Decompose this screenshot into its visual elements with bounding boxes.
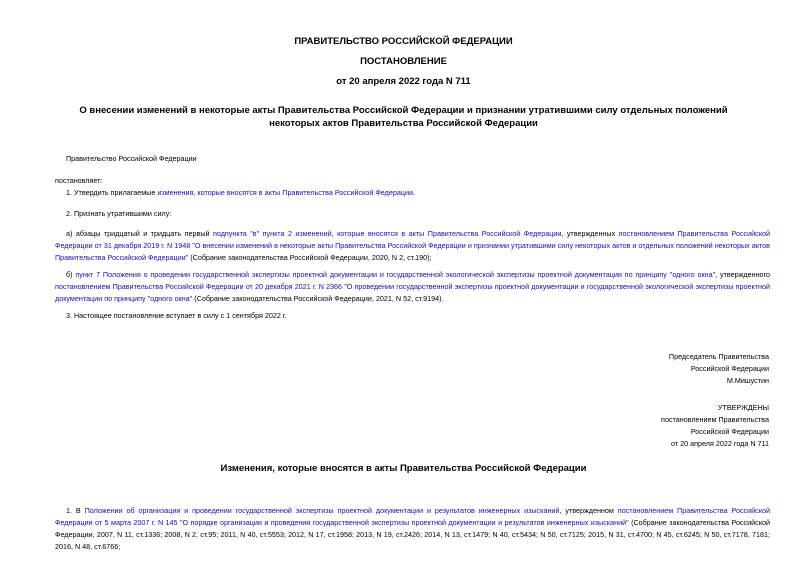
decree-145-link[interactable]: постановлением Правительства Российской Федерации от 5 марта 2007 г. N 145 "О порядке организации и проведения государственной экспертизы проектной документации и результатов инженерных изысканий"	[55, 506, 770, 527]
decree-1948-link[interactable]: постановлением Правительства Российской Федерации от 31 декабря 2019 г. N 1948 "О внесении изменений в некоторые акты Правительства Российской Федерации и признании утратившими силу некоторых актов и отдельных положений некоторых актов Правительства Российской Федерации"	[55, 229, 771, 262]
p1-suffix: .	[412, 188, 415, 197]
approved-line-2: постановлением Правительства	[661, 415, 769, 424]
signature-title: Председатель Правительства	[668, 352, 769, 361]
signature-country: Российской Федерации	[690, 364, 769, 373]
pb-mid: , утвержденного	[715, 270, 770, 279]
regulation-link[interactable]: Положении об организации и проведении государственной экспертизы проектной документации и результатов инженерных изысканий	[84, 506, 560, 515]
pa-prefix: а) абзацы тридцатый и тридцать первый	[66, 229, 213, 238]
decides-text: постановляет:	[55, 176, 103, 185]
pa-suffix: (Собрание законодательства Российской Федерации, 2020, N 2, ст.190);	[188, 253, 432, 262]
paragraph-a	[55, 228, 770, 264]
paragraph-2: 2. Признать утратившими силу:	[66, 209, 172, 218]
c1-mid: , утвержденном	[559, 506, 618, 515]
signature-name: М.Мишустин	[726, 376, 769, 385]
point-7-link[interactable]: пункт 7 Положения о проведении государственной экспертизы проектной документации и государственной экологической экспертизы проектной документации по принципу "одного окна"	[75, 270, 716, 279]
p1-prefix: 1. Утвердить прилагаемые	[66, 188, 158, 197]
decree-2366-link[interactable]: постановлением Правительства Российской Федерации от 20 декабря 2021 г. N 2366 "О проведении государственной экспертизы проектной документации и государственной экологической экспертизы проектной документации по принципу "одного окна"	[55, 282, 770, 303]
approved-date: от 20 апреля 2022 года N 711	[671, 439, 769, 448]
document-title: О внесении изменений в некоторые акты Правительства Российской Федерации и признании утратившими силу отдельных положений некоторых актов Правительства Российской Федерации	[79, 105, 728, 129]
signature-block	[669, 351, 769, 387]
approved-label: УТВЕРЖДЕНЫ	[717, 403, 769, 412]
intro-text: Правительство Российской Федерации	[66, 154, 197, 163]
document-date-number: от 20 апреля 2022 года N 711	[336, 76, 471, 87]
approved-line-3: Российской Федерации	[690, 427, 769, 436]
changes-link[interactable]: изменения, которые вносятся в акты Правительства Российской Федерации	[157, 188, 413, 197]
paragraph-3: 3. Настоящее постановление вступает в силу с 1 сентября 2022 г.	[66, 311, 287, 320]
changes-paragraph-1	[55, 505, 770, 553]
approved-block	[661, 402, 769, 450]
paragraph-b	[55, 269, 770, 305]
government-header: ПРАВИТЕЛЬСТВО РОССИЙСКОЙ ФЕДЕРАЦИИ	[294, 36, 513, 47]
pb-suffix: (Собрание законодательства Российской Федерации, 2021, N 52, ст.9194).	[192, 294, 444, 303]
c1-suffix: (Собрание законодательства Российской Федерации, 2007, N 11, ст.1336; 2008, N 2, ст.95; 2011, N 40, ст.5553; 2012, N 17, ст.1958; 2013, N 19, ст.2426; 2014, N 13, ст.1479; N 40, ст.5434; N 50, ст.7125; 2015, N 31, ст.4700; N 45, ст.6245; N 50, ст.7178, 7181; 2016, N 48, ст.6766;	[55, 518, 770, 551]
subpoint-link[interactable]: подпункта "в" пункта 2 изменений, которые вносятся в акты Правительства Российской Федерации	[212, 229, 562, 238]
document-type: ПОСТАНОВЛЕНИЕ	[360, 56, 447, 67]
pa-mid: , утвержденных	[561, 229, 619, 238]
c1-prefix: 1. В	[66, 506, 85, 515]
paragraph-1	[66, 187, 415, 199]
changes-title: Изменения, которые вносятся в акты Правительства Российской Федерации	[220, 463, 587, 474]
pb-prefix: б)	[66, 270, 76, 279]
